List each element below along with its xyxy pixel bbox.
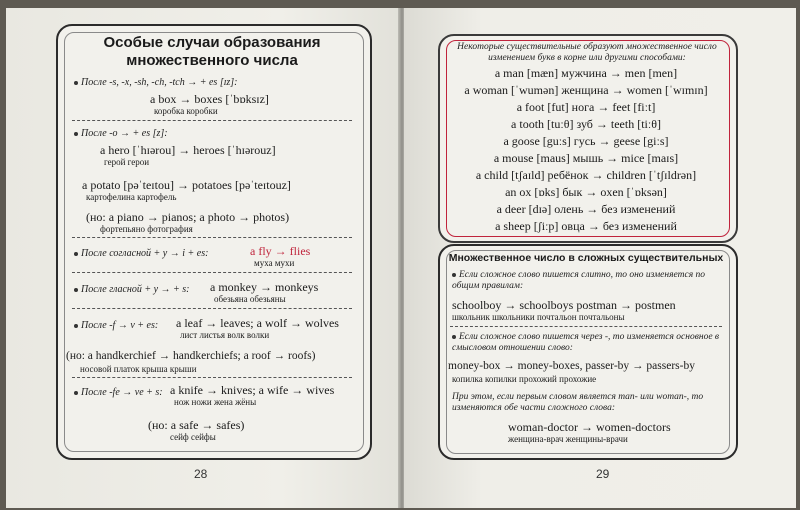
divider	[72, 272, 352, 273]
rule-fe: После -fe → ve + s:	[74, 387, 163, 398]
bullet-icon	[74, 288, 78, 292]
example-knife-wife-translation: нож ножи жена жёны	[174, 397, 257, 407]
bullet-icon	[74, 81, 78, 85]
example-schoolboy-translation: школьник школьники почтальон почтальоны	[452, 312, 625, 322]
example-safe-exception: (но: a safe → safes)	[148, 418, 245, 432]
divider	[72, 237, 352, 238]
example-knife-wife: a knife → knives; a wife → wives	[170, 383, 335, 397]
example-money-box-translation: копилка копилки прохожий прохожие	[452, 374, 597, 384]
example-hero-translation: герой герои	[104, 157, 150, 167]
irregular-line: a woman [ˈwumən] женщина → women [ˈwɪmɪn]	[464, 83, 708, 97]
compound-rule-solid: Если сложное слово пишется слитно, то оно изменяется по общим правилам:	[452, 270, 705, 291]
left-title-line1: Особые случаи образования	[103, 34, 321, 51]
example-leaf-wolf-translation: лист листья волк волки	[180, 330, 270, 340]
page-number-right: 29	[596, 467, 610, 481]
example-hero: a hero [ˈhɪərou] → heroes [ˈhɪərouz]	[100, 143, 276, 157]
irregular-line: a tooth [tuːθ] зуб → teeth [tiːθ]	[511, 117, 661, 131]
example-box-translation: коробка коробки	[154, 106, 218, 116]
bullet-icon	[452, 335, 456, 339]
example-potato-translation: картофелина картофель	[86, 192, 177, 202]
divider	[450, 326, 722, 327]
left-title-line2: множественного числа	[126, 52, 298, 69]
example-monkey-translation: обезьяна обезьяны	[214, 294, 286, 304]
example-safe-translation: сейф сейфы	[170, 432, 216, 442]
example-woman-doctor: woman-doctor → women-doctors	[508, 420, 671, 434]
example-leaf-wolf: a leaf → leaves; a wolf → wolves	[176, 316, 339, 330]
irregular-line: a child [tʃaɪld] ребёнок → children [ˈtʃɪldrən]	[475, 168, 697, 182]
rule-vowel-y: После гласной + y → + s:	[74, 284, 190, 295]
irregular-intro: Некоторые существительные образуют множественное число изменением букв в корне или другими способами:	[457, 42, 717, 63]
rule-f: После -f → v + es:	[74, 320, 158, 331]
example-piano-exception: (но: a piano → pianos; a photo → photos)	[86, 210, 290, 224]
bullet-icon	[74, 132, 78, 136]
example-money-box-passer-by: money-box → money-boxes, passer-by → passers-by	[448, 360, 695, 372]
example-handkerchief-translation: носовой платок крыша крыши	[80, 364, 197, 374]
compound-title: Множественное число в сложных существительных	[448, 252, 724, 264]
example-potato: a potato [pəˈteɪtou] → potatoes [pəˈteɪtouz]	[82, 178, 291, 192]
bullet-icon	[74, 324, 78, 328]
example-fly-translation: муха мухи	[254, 258, 295, 268]
page-number-left: 28	[194, 467, 208, 481]
example-schoolboy-postman: schoolboy → schoolboys postman → postmen	[452, 298, 676, 312]
divider	[72, 120, 352, 121]
irregular-line: a man [mæn] мужчина → men [men]	[494, 66, 678, 80]
irregular-line: a deer [dɪə] олень → без изменений	[496, 202, 676, 216]
divider	[72, 308, 352, 309]
example-monkey: a monkey → monkeys	[210, 280, 319, 294]
compound-rule-man-woman: При этом, если первым словом является man- или woman-, то изменяются обе части сложного слова:	[452, 392, 704, 413]
example-fly: a fly → flies	[250, 244, 311, 258]
example-woman-doctor-translation: женщина-врач женщины-врачи	[508, 434, 628, 444]
irregular-line: a foot [fut] нога → feet [fiːt]	[516, 100, 656, 114]
bullet-icon	[452, 273, 456, 277]
divider	[72, 377, 352, 378]
irregular-line: an ox [ɒks] бык → oxen [ˈɒksən]	[505, 185, 667, 199]
bullet-icon	[74, 391, 78, 395]
rule-s-x-sh: После -s, -x, -sh, -ch, -tch → + es [ɪz]:	[74, 77, 238, 88]
example-handkerchief-exception: (но: a handkerchief → handkerchiefs; a roof → roofs)	[66, 350, 316, 362]
example-piano-translation: фортепьяно фотография	[100, 224, 193, 234]
bullet-icon	[74, 252, 78, 256]
irregular-line: a mouse [maus] мышь → mice [maɪs]	[493, 151, 679, 165]
example-box: a box → boxes [ˈbɒksɪz]	[150, 92, 269, 106]
rule-consonant-y: После согласной + y → i + es:	[74, 248, 208, 259]
irregular-line: a sheep [ʃiːp] овца → без изменений	[495, 219, 677, 233]
irregular-line: a goose [guːs] гусь → geese [giːs]	[503, 134, 669, 148]
compound-rule-hyphen: Если сложное слово пишется через -, то изменяется основное в смысловом отношении слово:	[452, 332, 720, 353]
rule-o: После -o → + es [z]:	[74, 128, 168, 139]
